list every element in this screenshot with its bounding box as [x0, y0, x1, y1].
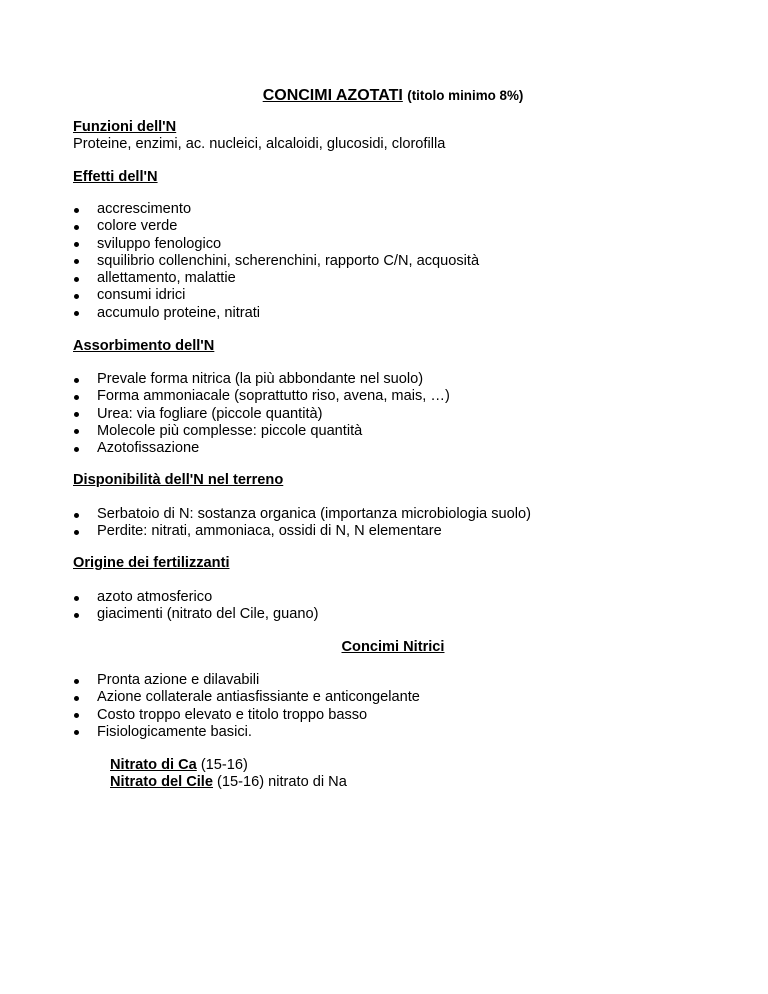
origine-list: [73, 589, 713, 624]
list-item: [73, 506, 713, 523]
document-title: [73, 86, 713, 106]
product-detail: (15-16) nitrato di Na: [212, 774, 347, 790]
list-item-text: Costo troppo elevato e titolo troppo basso: [97, 706, 368, 723]
title-subtitle: (titolo minimo 8%): [407, 88, 524, 103]
list-item-text: accumulo proteine, nitrati: [97, 304, 261, 321]
list-item: [73, 689, 713, 706]
product-detail: (15-16): [196, 757, 248, 773]
bullet-dot-icon: [74, 730, 79, 735]
list-item: [73, 201, 713, 218]
nitrici-list: [73, 672, 713, 741]
list-item: [73, 270, 713, 287]
section-assorbimento: [73, 338, 713, 355]
list-item: [73, 589, 713, 606]
bullet-dot-icon: [74, 242, 79, 247]
list-item-text: squilibrio collenchini, scherenchini, rapporto C/N, acquosità: [97, 252, 480, 269]
bullet-dot-icon: [74, 713, 79, 718]
list-item: [73, 606, 713, 623]
list-item: [73, 371, 713, 388]
list-item-text: azoto atmosferico: [97, 589, 213, 605]
product-name: Nitrato del Cile: [110, 774, 213, 790]
list-item-text: Pronta azione e dilavabili: [97, 672, 260, 688]
list-item: [73, 724, 713, 741]
bullet-dot-icon: [74, 513, 79, 518]
effetti-bullet-list: [73, 201, 713, 322]
bullet-dot-icon: [74, 395, 79, 400]
nitrici-bullet-list: [73, 672, 713, 741]
product-name: Nitrato di Ca: [110, 757, 197, 773]
list-item-text: colore verde: [97, 218, 178, 235]
section-heading-origine: Origine dei fertilizzanti: [73, 555, 230, 571]
list-item: [73, 236, 713, 253]
disponibilita-list: [73, 506, 713, 541]
list-item-text: allettamento, malattie: [97, 270, 236, 287]
funzioni-text: Proteine, enzimi, ac. nucleici, alcaloidi, glucosidi, clorofilla: [73, 136, 446, 152]
product-item: [110, 774, 347, 791]
list-item-text: Serbatoio di N: sostanza organica (importanza microbiologia suolo): [97, 506, 531, 522]
list-item: [73, 523, 713, 540]
list-item-text: Azotofissazione: [97, 440, 200, 457]
list-item: [73, 423, 713, 440]
list-item-text: Prevale forma nitrica (la più abbondante nel suolo): [97, 371, 424, 387]
title-main: CONCIMI AZOTATI: [262, 87, 403, 104]
bullet-dot-icon: [74, 311, 79, 316]
product-item: [110, 757, 347, 774]
assorbimento-list: [73, 371, 713, 457]
bullet-dot-icon: [74, 294, 79, 299]
list-item: [73, 672, 713, 689]
list-item: [73, 218, 713, 235]
bullet-dot-icon: [74, 596, 79, 601]
list-item-text: accrescimento: [97, 201, 192, 217]
bullet-dot-icon: [74, 447, 79, 452]
section-effetti: [73, 169, 713, 186]
section-heading-effetti: Effetti dell'N: [73, 169, 158, 185]
list-item-text: Forma ammoniacale (soprattutto riso, avena, mais, …): [97, 388, 450, 405]
bullet-dot-icon: [74, 613, 79, 618]
list-item: [73, 253, 713, 270]
bullet-dot-icon: [74, 259, 79, 264]
section-heading-disponibilita: Disponibilità dell'N nel terreno: [73, 472, 284, 488]
section-disponibilita: [73, 472, 713, 489]
list-item: [73, 406, 713, 423]
list-item: [73, 287, 713, 304]
section-funzioni: [73, 119, 713, 153]
list-item-text: giacimenti (nitrato del Cile, guano): [97, 606, 319, 623]
section-heading-nitrici: Concimi Nitrici: [341, 639, 445, 655]
bullet-dot-icon: [74, 429, 79, 434]
section-origine: [73, 555, 713, 572]
origine-bullet-list: [73, 589, 713, 624]
list-item: [73, 707, 713, 724]
bullet-dot-icon: [74, 378, 79, 383]
list-item-text: consumi idrici: [97, 287, 186, 304]
bullet-dot-icon: [74, 530, 79, 535]
disponibilita-bullet-list: [73, 506, 713, 541]
bullet-dot-icon: [74, 277, 79, 282]
bullet-dot-icon: [74, 412, 79, 417]
effetti-list: [73, 201, 713, 322]
list-item-text: sviluppo fenologico: [97, 235, 222, 252]
section-heading-funzioni: Funzioni dell'N: [73, 119, 177, 135]
list-item-text: Azione collaterale antiasfissiante e anticongelante: [97, 689, 420, 706]
bullet-dot-icon: [74, 679, 79, 684]
list-item-text: Perdite: nitrati, ammoniaca, ossidi di N, N elementare: [97, 523, 442, 540]
list-item-text: Fisiologicamente basici.: [97, 723, 252, 740]
list-item: [73, 440, 713, 457]
section-heading-assorbimento: Assorbimento dell'N: [73, 338, 215, 354]
assorbimento-bullet-list: [73, 371, 713, 457]
list-item: [73, 305, 713, 322]
list-item: [73, 388, 713, 405]
nitrici-products: [110, 757, 347, 791]
bullet-dot-icon: [74, 208, 79, 213]
list-item-text: Molecole più complesse: piccole quantità: [97, 422, 363, 439]
bullet-dot-icon: [74, 696, 79, 701]
bullet-dot-icon: [74, 225, 79, 230]
list-item-text: Urea: via fogliare (piccole quantità): [97, 405, 323, 422]
